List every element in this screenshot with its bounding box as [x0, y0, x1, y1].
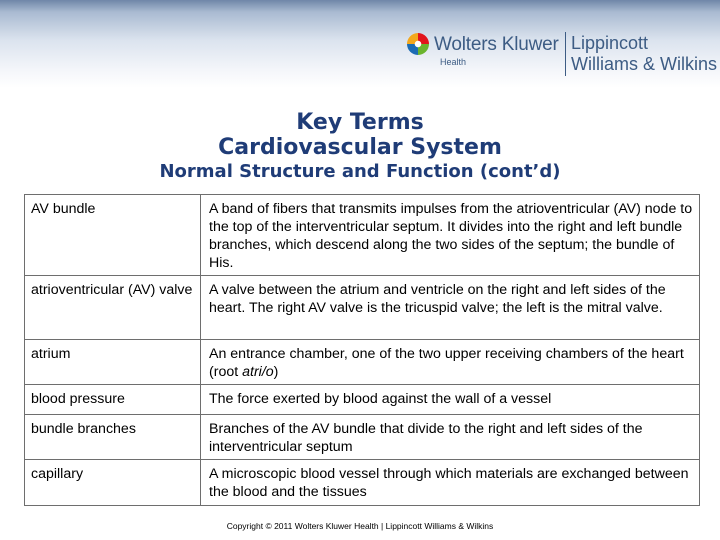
table-row — [25, 385, 700, 415]
slide-header-band — [0, 0, 720, 88]
definition-cell: The force exerted by blood against the wall of a vessel — [201, 385, 700, 415]
copyright-footer: Copyright © 2011 Wolters Kluwer Health | Lippincott Williams & Wilkins — [226, 521, 494, 531]
slide-title-line2: Cardiovascular System — [218, 135, 502, 160]
term-cell: capillary — [25, 460, 201, 506]
term-cell: atrioventricular (AV) valve — [25, 276, 201, 340]
term-cell: atrium — [25, 340, 201, 385]
key-terms-table — [24, 194, 700, 506]
wolters-kluwer-logo-icon — [407, 33, 429, 55]
table-row — [25, 276, 700, 340]
table-row — [25, 195, 700, 276]
definition-cell: Branches of the AV bundle that divide to the right and left sides of the interventricular septum — [201, 415, 700, 460]
term-cell: bundle branches — [25, 415, 201, 460]
logo-williams-wilkins-text: Williams & Wilkins — [571, 54, 717, 74]
publisher-logo — [407, 30, 717, 80]
table-row — [25, 415, 700, 460]
definition-text: An entrance chamber, one of the two upper receiving chambers of the heart (root — [209, 346, 684, 380]
logo-lippincott-text: Lippincott — [571, 33, 649, 53]
table-row — [25, 460, 700, 506]
logo-health-text: Health — [440, 57, 467, 67]
definition-text-end: ) — [273, 364, 279, 380]
word-root: atri/o — [242, 364, 274, 380]
slide-title-line1: Key Terms — [296, 110, 424, 135]
definition-cell: A valve between the atrium and ventricle on the right and left sides of the heart. The right AV valve is the tricuspid valve; the left is the mitral valve. — [201, 276, 700, 340]
slide-subtitle: Normal Structure and Function (cont’d) — [159, 161, 561, 182]
logo-divider — [565, 32, 566, 76]
table-row — [25, 340, 700, 385]
definition-cell: A band of fibers that transmits impulses from the atrioventricular (AV) node to the top of the interventricular septum. It divides into the right and left bundle branches, which descend along the two sides of the septum; the bundle of His. — [201, 195, 700, 276]
term-cell: AV bundle — [25, 195, 201, 276]
definition-cell: A microscopic blood vessel through which materials are exchanged between the blood and the tissues — [201, 460, 700, 506]
definition-cell — [201, 340, 700, 385]
logo-wolters-kluwer-text: Wolters Kluwer — [434, 34, 559, 55]
term-cell: blood pressure — [25, 385, 201, 415]
